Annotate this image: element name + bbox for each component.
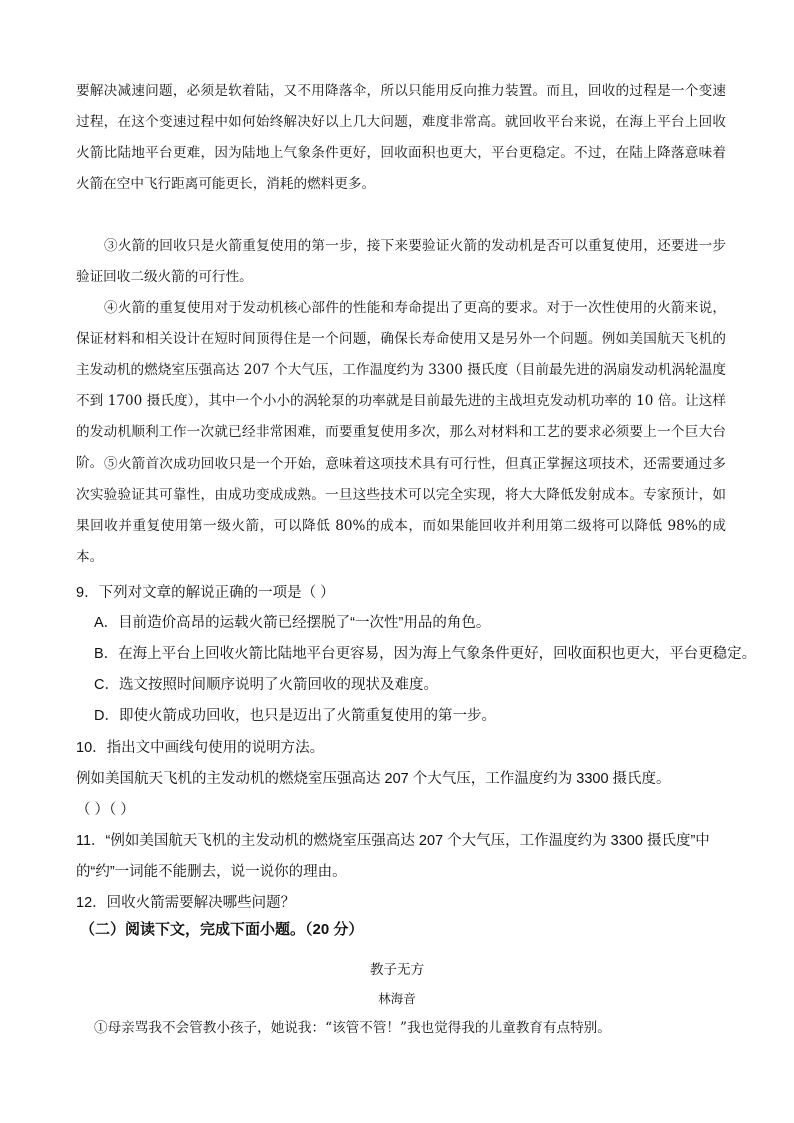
paragraph-text: ⑤火箭首次成功回收只是一个开始，意味着这项技术具有可行性，但真正掌握这项技术，还需要通过多次实验验证其可靠性，由成功变成成熟。一旦这些技术可以完全实现，将大大降低发射成本。专家预计，如果回收并重复使用第一级火箭，可以降低 80%的成本，而如果能回收并利用第二级将可以降低 98%的成本。 <box>76 456 726 565</box>
question-9-option-c: C．选文按照时间顺序说明了火箭回收的现状及难度。 <box>94 677 438 693</box>
question-9-option-b: B．在海上平台上回收火箭比陆地平台更容易，因为海上气象条件更好，回收面积也更大，平台更稳定。 <box>94 646 757 662</box>
article-author: 林海音 <box>378 991 416 1006</box>
question-10-answer-blanks: （ ）（ ） <box>76 802 135 818</box>
article-paragraph-1: ①母亲骂我不会管教小孩子，她说我：“该管不管！”我也觉得我的儿童教育有点特别。 <box>94 1020 611 1036</box>
paragraph-text: ④火箭的重复使用对于发动机核心部件的性能和寿命提出了更高的要求。对于一次性使用的火箭来说，保证材料和相关设计在短时间顶得住是一个问题，确保长寿命使用又是另外一个问题。例如美国航天飞机的主发动机的燃烧室压强高达 207 个大气压，工作温度约为 3300 摄氏度（目前最先进的涡扇发动机涡轮温度不到 1700 摄氏度），其中一个小小的涡轮泵的功率就是目前最先进的主战坦克发动机功率的 10 倍。让这样的发动机顺利工作一次就已经非常困难，而要重复使用多次，那么对材料和工艺的要求必须要上一个巨大台阶。 <box>76 300 726 471</box>
question-9: 9．下列对文章的解说正确的一项是（ ） <box>76 585 335 601</box>
paragraph-text: ③火箭的回收只是火箭重复使用的第一步，接下来要验证火箭的发动机是否可以重复使用，还要进一步验证回收二级火箭的可行性。 <box>76 238 726 285</box>
question-11: 11．“例如美国航天飞机的主发动机的燃烧室压强高达 207 个大气压，工作温度约为 3300 摄氏度”中的“约”一词能不能删去，说一说你的理由。 <box>76 833 710 880</box>
article-title: 教子无方 <box>369 962 425 978</box>
paragraph-text: 要解决减速问题，必须是软着陆，又不用降落伞，所以只能用反向推力装置。而且，回收的过程是一个变速过程，在这个变速过程中如何始终解决好以上几大问题，难度非常高。就回收平台来说，在海上平台上回收火箭比陆地平台更难，因为陆地上气象条件更好，回收面积也更大，平台更稳定。不过，在陆上降落意味着火箭在空中飞行距离可能更长，消耗的燃料更多。 <box>76 83 726 192</box>
question-9-option-d: D．即使火箭成功回收，也只是迈出了火箭重复使用的第一步。 <box>94 708 496 724</box>
passage-paragraph-continued <box>76 76 726 200</box>
question-10: 10．指出文中画线句使用的说明方法。 <box>76 740 325 756</box>
question-9-option-a: A．目前造价高昂的运载火箭已经摆脱了“一次性”用品的角色。 <box>94 615 491 631</box>
passage-paragraph-5 <box>76 449 726 573</box>
section-2-heading: （二）阅读下文，完成下面小题。（20 分） <box>80 921 364 938</box>
passage-paragraph-3 <box>76 231 726 293</box>
question-10-sentence: 例如美国航天飞机的主发动机的燃烧室压强高达 207 个大气压，工作温度约为 3300 摄氏度。 <box>76 771 671 787</box>
question-12: 12．回收火箭需要解决哪些问题？ <box>76 895 296 911</box>
